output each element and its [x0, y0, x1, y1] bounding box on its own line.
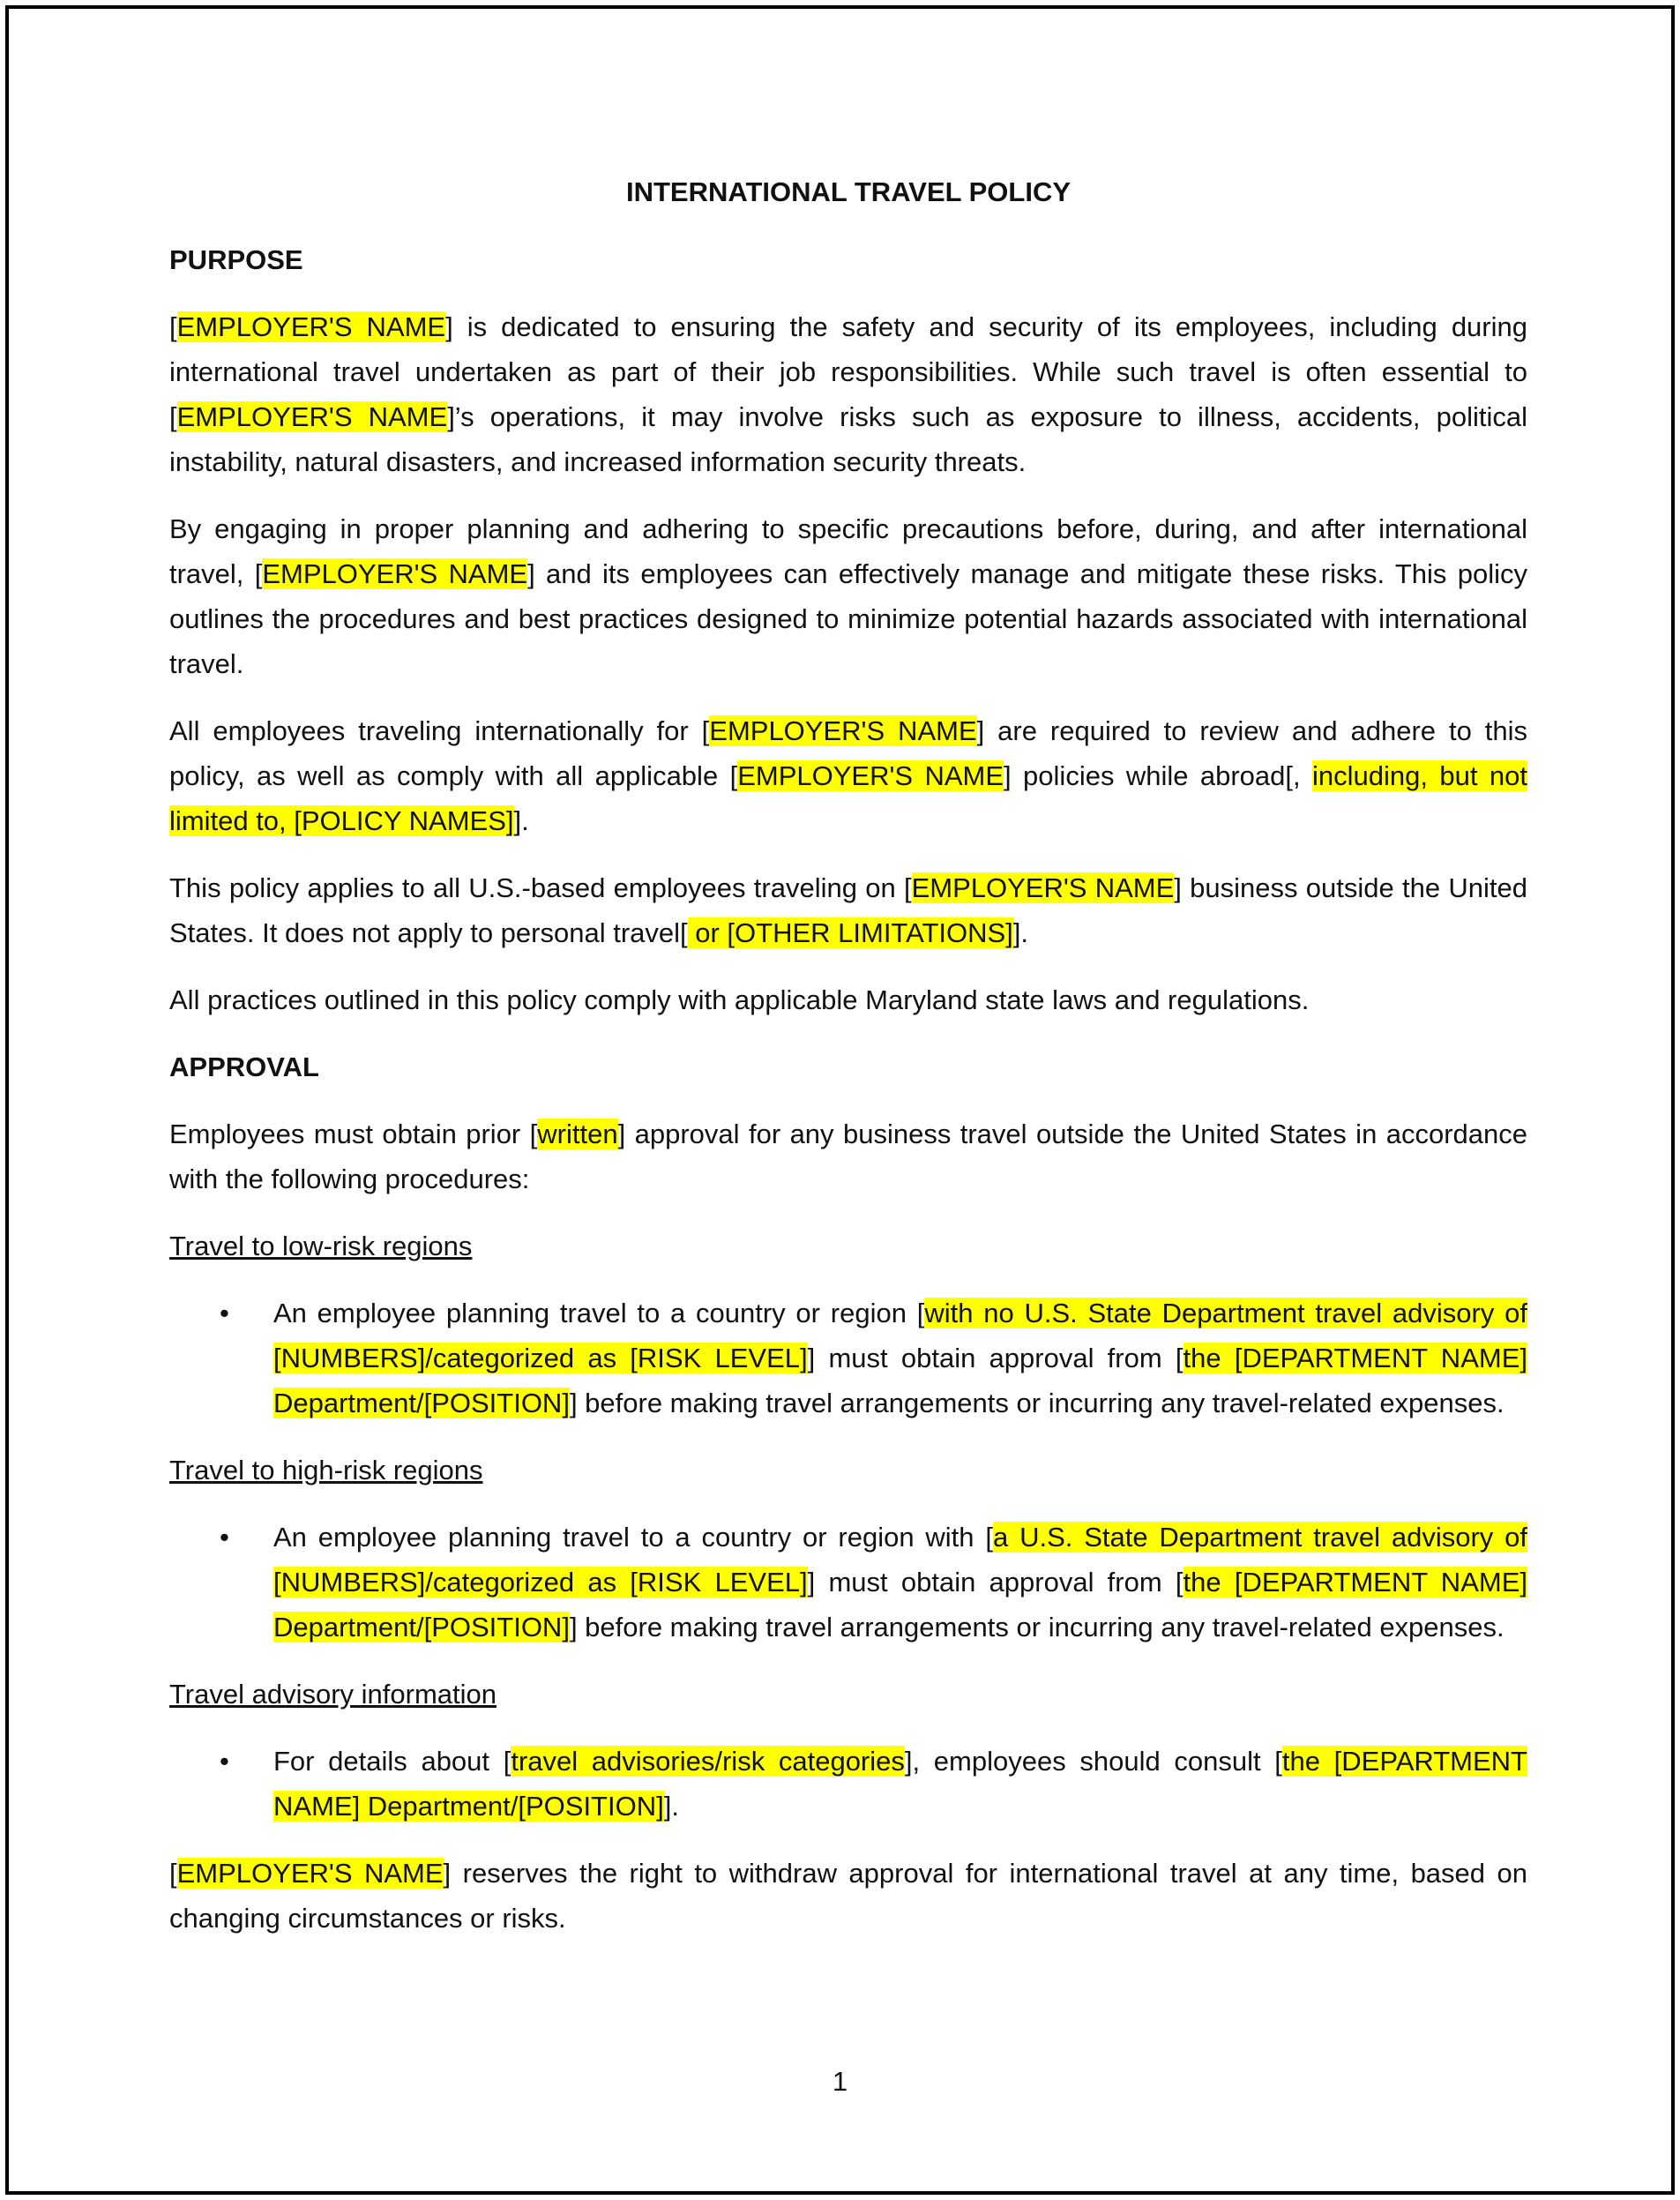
placeholder-highlight: the [DEPARTMENT NAME] Department/[POSITION]	[273, 1746, 1527, 1822]
bullet-dot-icon: •	[220, 1522, 229, 1553]
document-page	[5, 5, 1675, 2195]
section-heading-approval: APPROVAL	[169, 1051, 319, 1082]
subheading-high-risk: Travel to high-risk regions	[169, 1455, 483, 1485]
purpose-paragraph-5: All practices outlined in this policy comply with applicable Maryland state laws and regulations.	[169, 984, 1310, 1015]
document-body	[169, 169, 1527, 1963]
section-heading-purpose: PURPOSE	[169, 244, 303, 275]
placeholder-highlight: EMPLOYER'S NAME	[176, 311, 446, 342]
placeholder-highlight: including, but not limited to, [POLICY NAMES]	[169, 760, 1528, 836]
bullet-advisory: • For details about [travel advisories/risk categories], employees should consult [the [DEPARTMENT NAME] Department/[POSITION]].	[169, 1739, 1527, 1829]
placeholder-highlight: written	[537, 1119, 618, 1149]
placeholder-highlight: the [DEPARTMENT NAME] Department/[POSITION]	[273, 1567, 1527, 1643]
placeholder-highlight: EMPLOYER'S NAME	[176, 401, 448, 432]
purpose-paragraph-1: [EMPLOYER'S NAME] is dedicated to ensuring the safety and security of its employees, including during international travel undertaken as part of their job responsibilities. While such travel is often essential to [EMPLOYER'S NAME]’s operations, it may involve risks such as exposure to illness, accidents, political instability, natural disasters, and increased information security threats.	[169, 311, 1528, 477]
placeholder-highlight: EMPLOYER'S NAME	[709, 715, 977, 746]
approval-paragraph-2: [EMPLOYER'S NAME] reserves the right to withdraw approval for international travel at any time, based on changing circumstances or risks.	[169, 1858, 1527, 1934]
purpose-paragraph-2: By engaging in proper planning and adhering to specific precautions before, during, and after international travel, [EMPLOYER'S NAME] and its employees can effectively manage and mitigate these risks. This policy outlines the procedures and best practices designed to minimize potential hazards associated with international travel.	[169, 513, 1527, 679]
placeholder-highlight: EMPLOYER'S NAME	[262, 558, 528, 589]
bullet-dot-icon: •	[220, 1298, 229, 1328]
placeholder-highlight: EMPLOYER'S NAME	[176, 1858, 444, 1889]
bullet-high-risk: • An employee planning travel to a country or region with [a U.S. State Department travel advisory of [NUMBERS]/categorized as [RISK LEVEL]] must obtain approval from [the [DEPARTMENT NAME] Department/[POSITION]] before making travel arrangements or incurring any travel-related expenses.	[169, 1515, 1527, 1650]
subheading-advisory: Travel advisory information	[169, 1679, 497, 1710]
purpose-paragraph-4: This policy applies to all U.S.-based employees traveling on [EMPLOYER'S NAME] business outside the United States. It does not apply to personal travel[ or [OTHER LIMITATIONS]].	[169, 872, 1527, 948]
document-title: INTERNATIONAL TRAVEL POLICY	[625, 176, 1071, 207]
bullet-dot-icon: •	[220, 1746, 229, 1777]
placeholder-highlight: with no U.S. State Department travel advisory of [NUMBERS]/categorized as [RISK LEVEL]	[273, 1298, 1527, 1373]
placeholder-highlight: travel advisories/risk categories	[511, 1746, 905, 1777]
placeholder-highlight: EMPLOYER'S NAME	[737, 760, 1004, 791]
placeholder-highlight: or [OTHER LIMITATIONS]	[687, 917, 1013, 948]
bullet-low-risk: • An employee planning travel to a country or region [with no U.S. State Department travel advisory of [NUMBERS]/categorized as [RISK LEVEL]] must obtain approval from [the [DEPARTMENT NAME] Department/[POSITION]] before making travel arrangements or incurring any travel-related expenses.	[169, 1291, 1527, 1426]
approval-paragraph-1: Employees must obtain prior [written] approval for any business travel outside the United States in accordance with the following procedures:	[169, 1119, 1527, 1194]
placeholder-highlight: a U.S. State Department travel advisory of [NUMBERS]/categorized as [RISK LEVEL]	[273, 1522, 1527, 1598]
page-number: 1	[832, 2066, 848, 2097]
placeholder-highlight: the [DEPARTMENT NAME] Department/[POSITION]	[273, 1343, 1527, 1418]
purpose-paragraph-3: All employees traveling internationally for [EMPLOYER'S NAME] are required to review and adhere to this policy, as well as comply with all applicable [EMPLOYER'S NAME] policies while abroad[, including, but not limited to, [POLICY NAMES]].	[169, 715, 1528, 836]
subheading-low-risk: Travel to low-risk regions	[169, 1231, 473, 1261]
placeholder-highlight: EMPLOYER'S NAME	[911, 872, 1175, 903]
